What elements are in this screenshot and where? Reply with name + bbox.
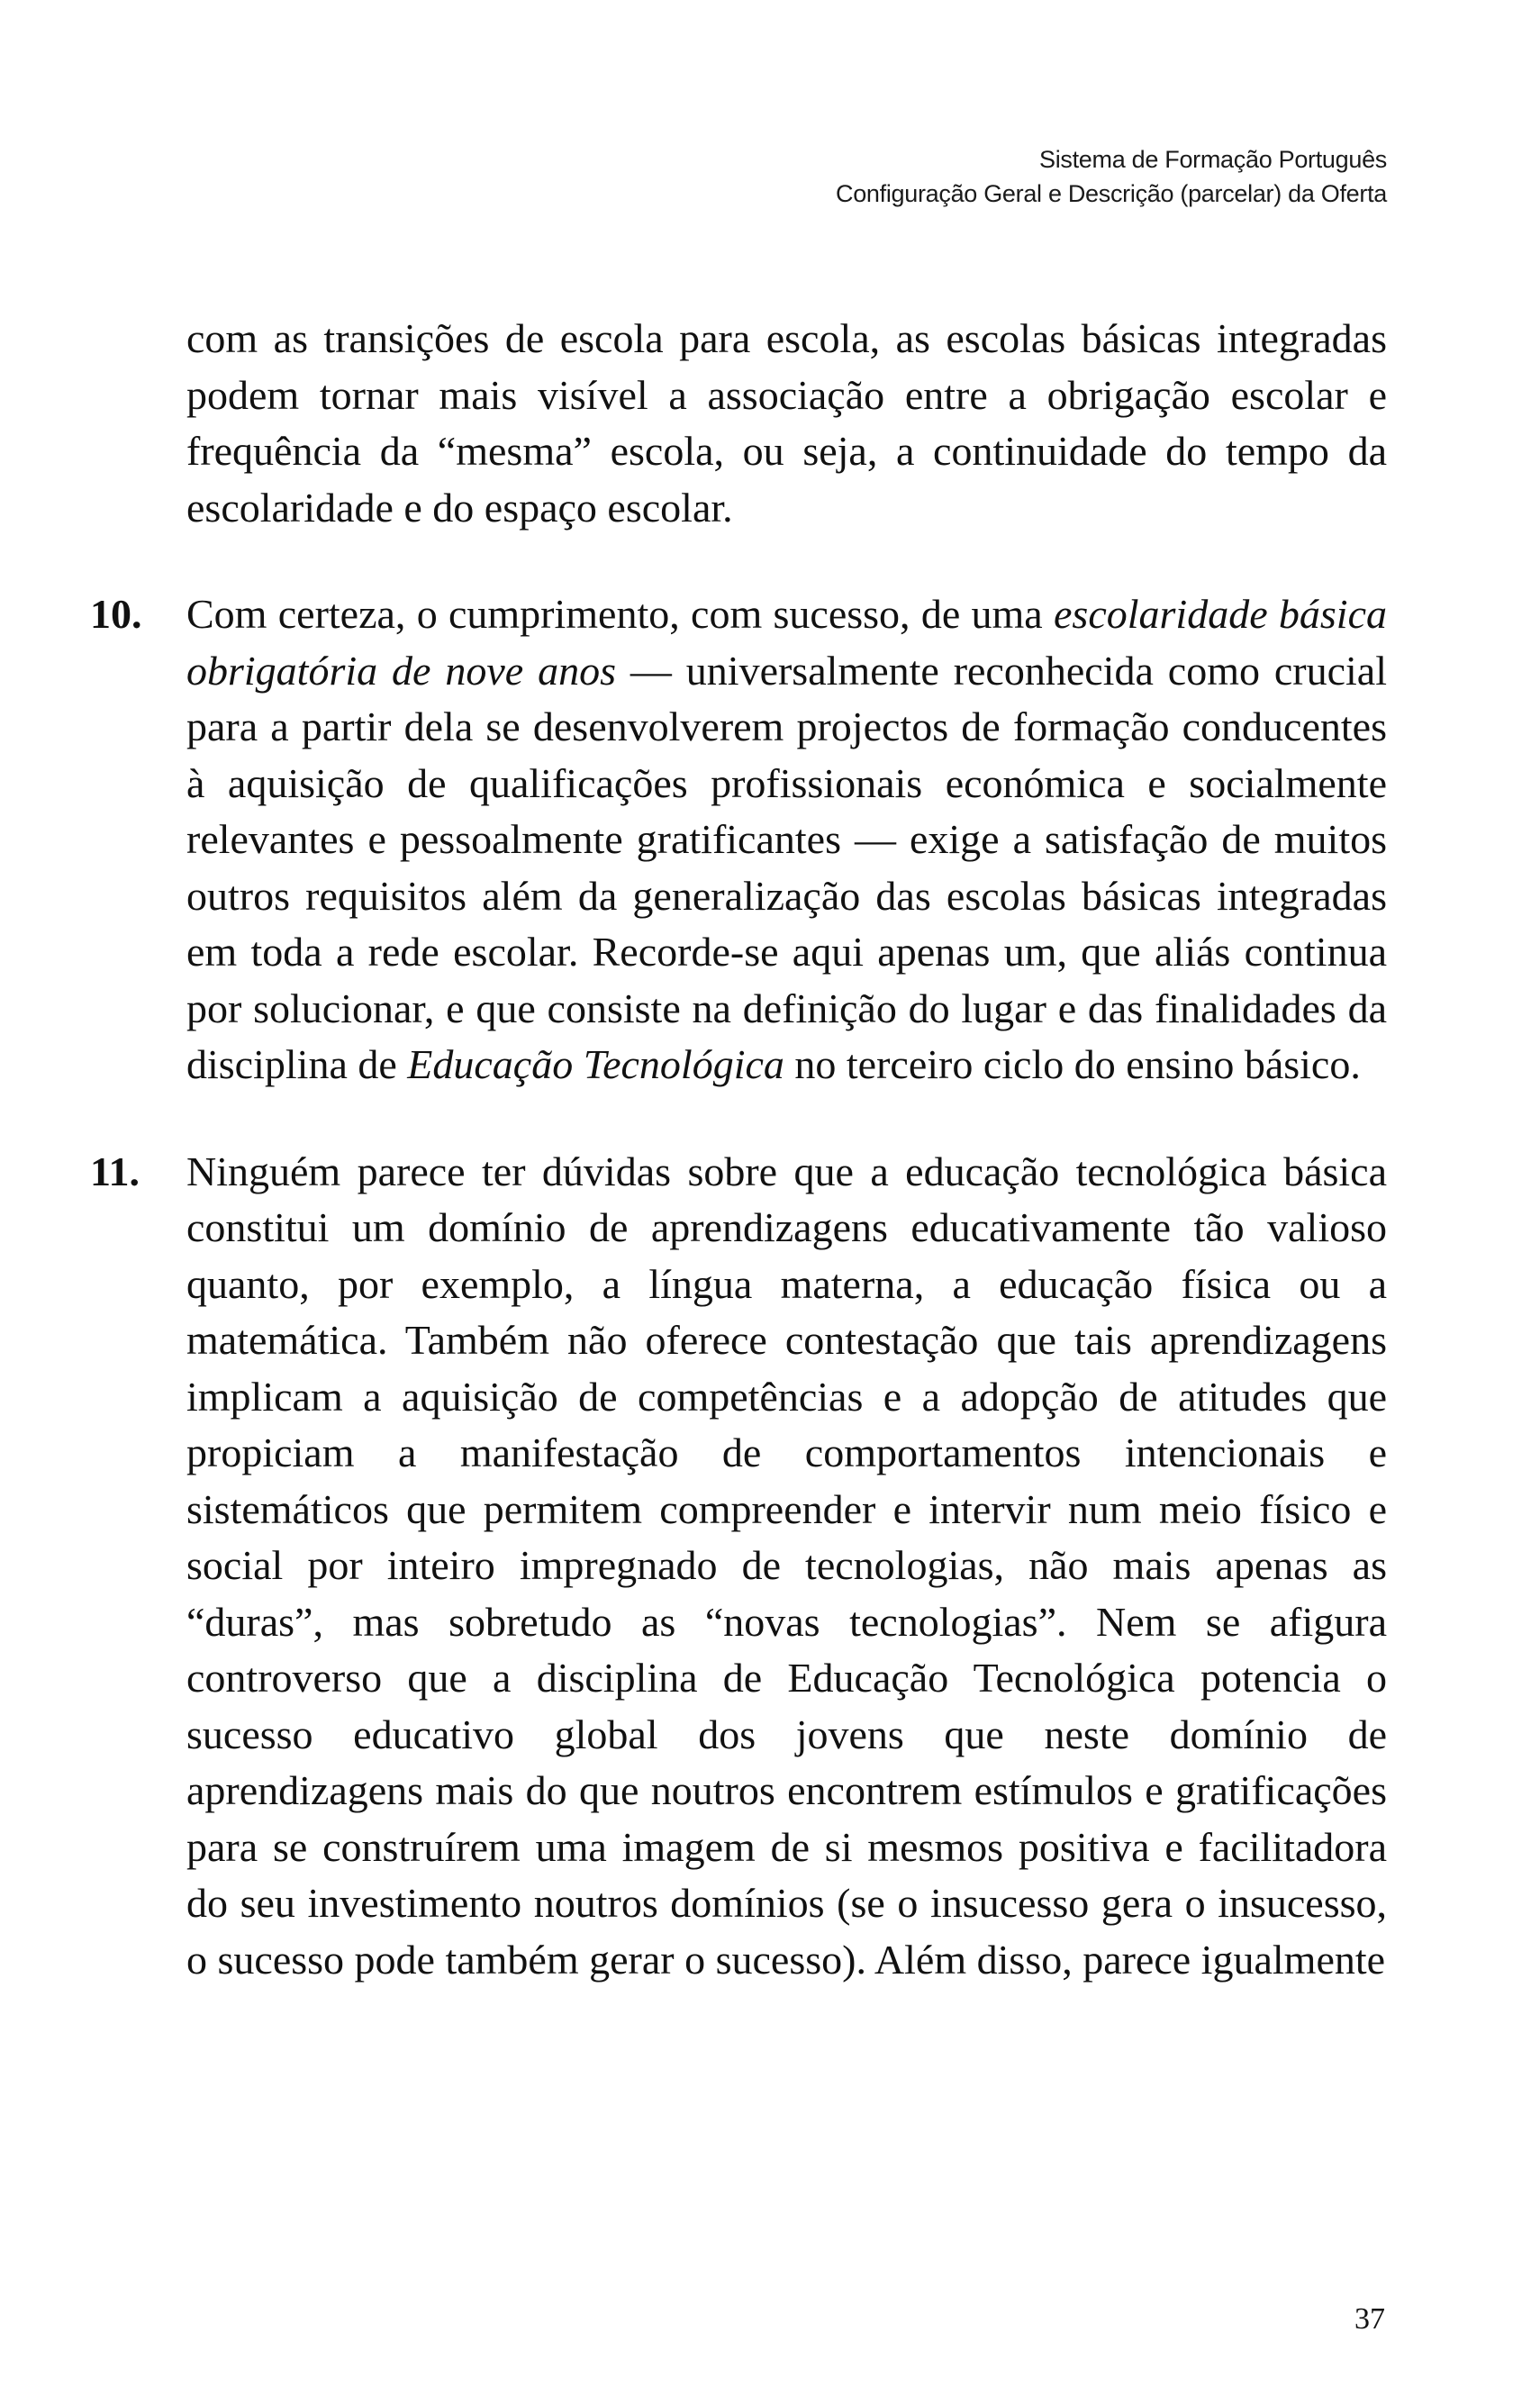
paragraph-10 — [90, 586, 1388, 1094]
header-title: Sistema de Formação Português — [1039, 146, 1387, 173]
paragraph-10-part2: — universalmente reconhecida como crucial para a partir dela se desenvolverem projectos de formação conducentes à aquisição de qualificações profissionais económica e socialmente relevantes e pessoalmente gratificantes — exige a satisfação de muitos outros requisitos além da generalização das escolas básicas integradas em toda a rede escolar. Recorde-se aqui apenas um, que aliás continua por solucionar, e que consiste na definição do lugar e das finalidades da disciplina de — [186, 647, 1388, 1087]
paragraph-number-11: 11. — [90, 1148, 140, 1194]
running-header — [836, 142, 1387, 211]
paragraph-10-text — [186, 586, 1387, 1094]
paragraph-10-italic-1: escolaridade básica obrigatória de nove anos — [186, 591, 1387, 694]
paragraph-10-italic-2: Educação Tecnológica — [407, 1041, 784, 1087]
paragraph-11-text: Ninguém parece ter dúvidas sobre que a educação tecnológica básica constitui um domínio de aprendizagens educativamente tão valioso quanto, por exemplo, a língua materna, a educação física ou a matemática. Também não oferece contestação que tais aprendizagens implicam a aquisição de competências e a adopção de atitudes que propiciam a manifestação de comportamentos intencionais e sistemáticos que permitem compreender e intervir num meio físico e social por inteiro impregnado de tecnologias, não mais apenas as “duras”, mas sobretudo as “novas tecnologias”. Nem se afigura controverso que a disciplina de Educação Tecnológica potencia o sucesso educativo global dos jovens que neste domínio de aprendizagens mais do que noutros encontrem estímulos e gratificações para se construírem uma imagem de si mesmos positiva e facilitadora do seu investimento noutros domínios (se o insucesso gera o insucesso, o sucesso pode também gerar o sucesso). Além disso, parece igualmente — [186, 1148, 1387, 1983]
continued-paragraph: com as transições de escola para escola, as escolas básicas integradas podem tornar mais visível a associação entre a obrigação escolar e frequência da “mesma” escola, ou seja, a continuidade do tempo da escolaridade e do espaço escolar. — [186, 315, 1387, 531]
paragraph-number-10: 10. — [90, 591, 142, 637]
paragraph-10-part1: Com certeza, o cumprimento, com sucesso, de uma — [186, 591, 1054, 637]
page-number: 37 — [1354, 2302, 1385, 2336]
paragraph-11 — [90, 1144, 1387, 1989]
header-subtitle: Configuração Geral e Descrição (parcelar) da Oferta — [836, 180, 1387, 207]
paragraph-10-part3: no terceiro ciclo do ensino básico. — [784, 1041, 1361, 1087]
page-body — [90, 311, 1388, 2038]
